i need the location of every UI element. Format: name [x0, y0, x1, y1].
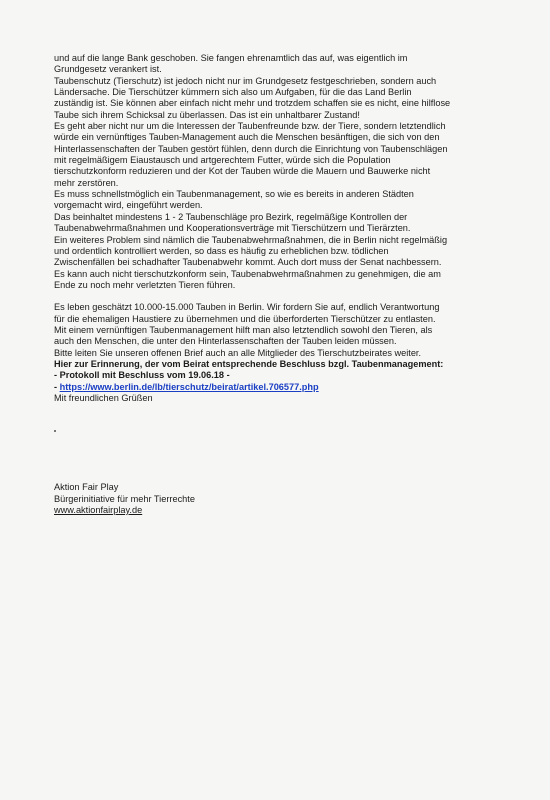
text-line: Es geht aber nicht nur um die Interessen der Taubenfreunde bzw. der Tiere, sondern letztendlich — [54, 121, 446, 132]
text-line: Taubenschutz (Tierschutz) ist jedoch nicht nur im Grundgesetz festgeschrieben, sondern auch — [54, 75, 437, 86]
paragraph-block-2 — [54, 302, 516, 393]
text-line: Ländersache. Die Tierschützer kümmern sich also um Aufgaben, für die das Land Berlin — [54, 87, 412, 98]
org-website-link[interactable]: www.aktionfairplay.de — [54, 505, 143, 515]
text-line: mehr zerstören. — [54, 177, 119, 188]
link-prefix: - — [54, 381, 58, 392]
letter-body — [54, 53, 516, 516]
text-line: Es kann auch nicht tierschutzkonform sein, Taubenabwehrmaßnahmen zu genehmigen, die am — [54, 268, 441, 279]
closing-greeting: Mit freundlichen Grüßen — [54, 392, 153, 403]
org-name: Aktion Fair Play — [54, 482, 119, 493]
text-line: Taube sich ihrem Schicksal zu überlassen. Das ist ein unhaltbarer Zustand! — [54, 109, 360, 120]
text-line: und ordentlich kontrolliert werden, so dass es häufig zu erheblichen bzw. tödlichen — [54, 245, 389, 256]
text-line: auch den Menschen, die unter den Hinterlassenschaften der Tauben leiden müssen. — [54, 336, 397, 347]
sender-block — [54, 482, 516, 516]
text-line: Es muss schnellstmöglich ein Taubenmanagement, so wie es bereits in anderen Städten — [54, 189, 414, 200]
text-line: Ende zu noch mehr verletzten Tieren führen. — [54, 279, 236, 290]
text-line: Zwischenfällen bei schadhafter Taubenabwehr kommt. Auch dort muss der Senat nachbessern. — [54, 257, 442, 268]
text-line: vorgemacht wird, eingeführt werden. — [54, 200, 203, 211]
text-line: zuständig ist. Sie können aber einfach nicht mehr und trotzdem schaffen sie es nicht, eine hilflose — [54, 98, 451, 109]
text-line: Ein weiteres Problem sind nämlich die Taubenabwehrmaßnahmen, die in Berlin nicht regelmäßig — [54, 234, 448, 245]
text-line: Hinterlassenschaften der Tauben gestört fühlen, denn durch die Einrichtung von Taubenschlägen — [54, 143, 448, 154]
paragraph-gap — [54, 291, 516, 302]
beschluss-link[interactable]: https://www.berlin.de/lb/tierschutz/beirat/artikel.706577.php — [59, 381, 319, 392]
text-line: und auf die lange Bank geschoben. Sie fangen ehrenamtlich das auf, was eigentlich im — [54, 53, 408, 63]
text-line: Das beinhaltet mindestens 1 - 2 Taubenschläge pro Bezirk, regelmäßige Kontrollen der — [54, 211, 408, 222]
text-line: Es leben geschätzt 10.000-15.000 Tauben in Berlin. Wir fordern Sie auf, endlich Verantwortung — [54, 302, 440, 313]
text-line: würde ein vernünftiges Tauben-Management auch die Menschen besänftigen, die sich von den — [54, 132, 440, 143]
text-line: Grundgesetz verankert ist. — [54, 64, 162, 75]
org-tagline: Bürgerinitiative für mehr Tierrechte — [54, 493, 195, 504]
protocol-line: - Protokoll mit Beschluss vom 19.06.18 - — [54, 370, 230, 381]
paragraph-block-1 — [54, 53, 516, 291]
stray-mark — [54, 430, 56, 432]
text-line: für die ehemaligen Haustiere zu übernehmen und die überforderten Tierschützer zu entlasten. — [54, 313, 436, 324]
text-line: Mit einem vernünftigen Taubenmanagement hilft man also letztendlich sowohl den Tieren, als — [54, 324, 433, 335]
text-line: Bitte leiten Sie unseren offenen Brief auch an alle Mitglieder des Tierschutzbeirates weiter. — [54, 347, 422, 358]
link-line — [54, 382, 516, 393]
text-line: tierschutzkonform reduzieren und der Kot der Tauben würde die Mauern und Bauwerke nicht — [54, 166, 431, 177]
signature-space — [54, 404, 516, 482]
text-line: Taubenabwehrmaßnahmen und Kooperationsverträge mit Tierschützern und Tierärzten. — [54, 223, 411, 234]
org-url-line — [54, 505, 516, 516]
text-line: mit regelmäßigem Eiaustausch und artgerechtem Futter, würde sich die Population — [54, 155, 391, 166]
reminder-heading: Hier zur Erinnerung, der vom Beirat entsprechende Beschluss bzgl. Taubenmanagement: — [54, 358, 444, 369]
